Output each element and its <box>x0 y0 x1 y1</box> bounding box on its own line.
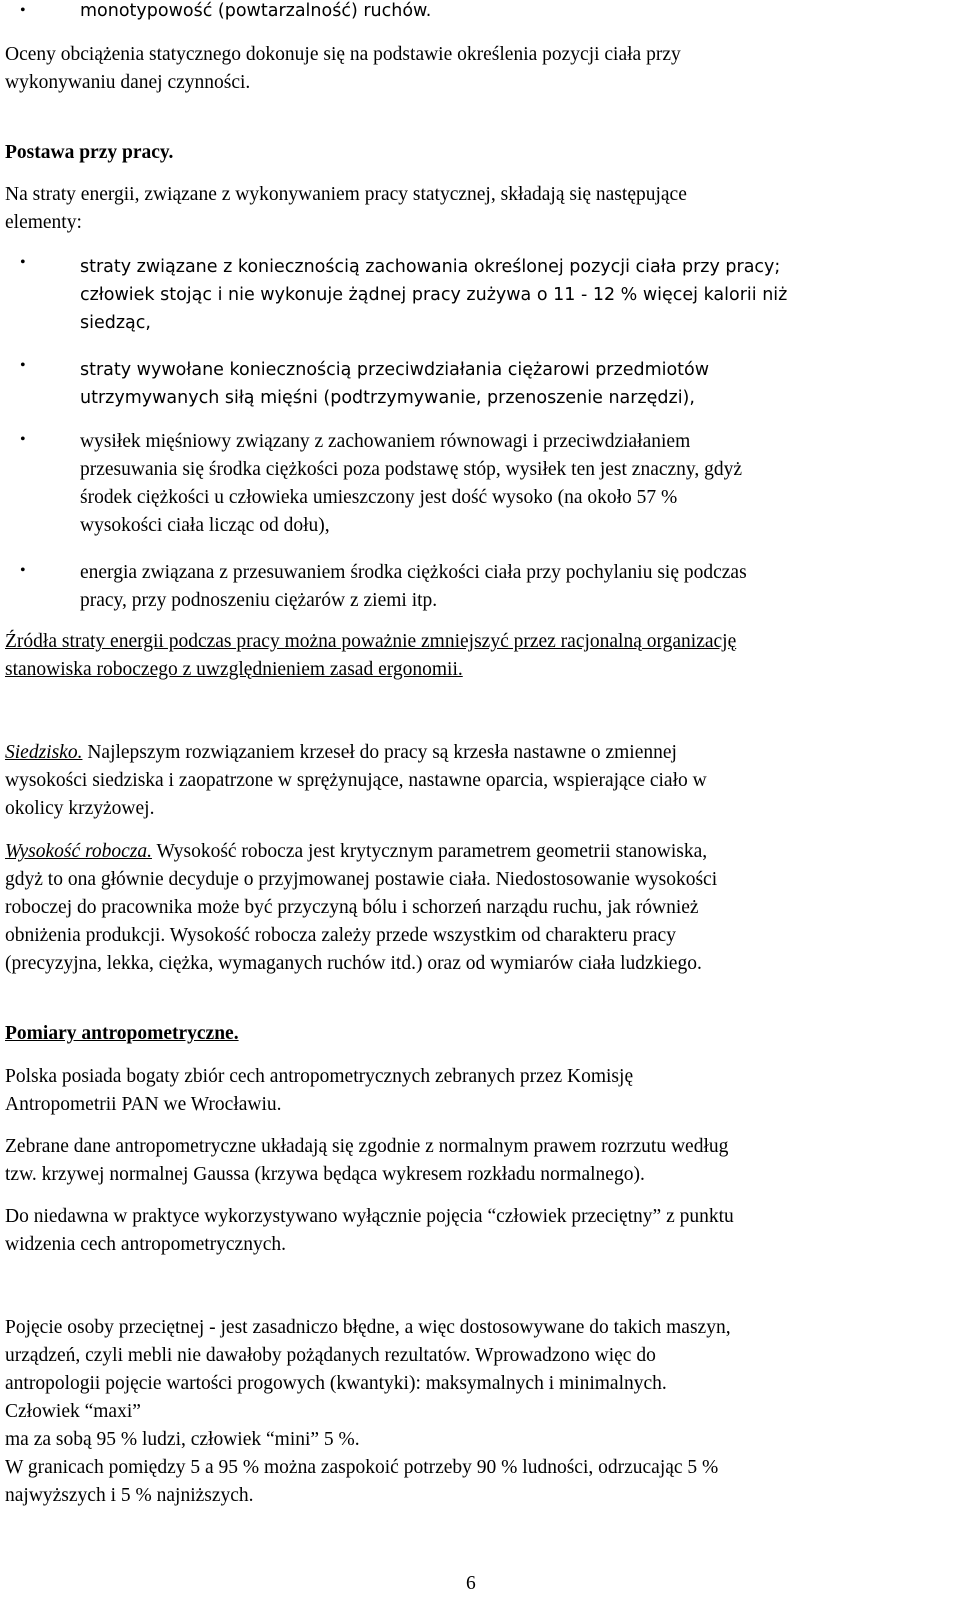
zrodla-line-1: Źródła straty energii podczas pracy można poważnie zmniejszyć przez racjonalną organizację <box>5 631 737 652</box>
straty-item-3-line-2: przesuwania się środka ciężkości poza podstawę stóp, wysiłek ten jest znaczny, gdyż <box>80 459 743 480</box>
pojecie-line-4: Człowiek “maxi” <box>5 1401 141 1422</box>
polska-line-2: Antropometrii PAN we Wrocławiu. <box>5 1094 282 1115</box>
heading-pomiary: Pomiary antropometryczne. <box>5 1023 239 1044</box>
pojecie-line-6: W granicach pomiędzy 5 a 95 % można zaspokoić potrzeby 90 % ludności, odrzucając 5 % <box>5 1457 719 1478</box>
straty-item-3-line-1: wysiłek mięśniowy związany z zachowaniem równowagi i przeciwdziałaniem <box>80 431 691 452</box>
polska-line-1: Polska posiada bogaty zbiór cech antropometrycznych zebranych przez Komisję <box>5 1066 634 1087</box>
bullet-marker: • <box>20 562 26 579</box>
intro-line-1: Oceny obciążenia statycznego dokonuje się na podstawie określenia pozycji ciała przy <box>5 44 681 65</box>
pojecie-line-5: ma za sobą 95 % ludzi, człowiek “mini” 5 %. <box>5 1429 360 1450</box>
straty-item-3-line-4: wysokości ciała licząc od dołu), <box>80 515 330 536</box>
niedawna-line-1: Do niedawna w praktyce wykorzystywano wyłącznie pojęcia “człowiek przeciętny” z punktu <box>5 1206 734 1227</box>
straty-item-1-line-2: człowiek stojąc i nie wykonuje żądnej pracy zużywa o 11 - 12 % więcej kalorii niż <box>80 285 788 305</box>
zebrane-line-1: Zebrane dane antropometryczne układają się zgodnie z normalnym prawem rozrzutu według <box>5 1136 729 1157</box>
wysokosc-text: Wysokość robocza jest krytycznym parametrem geometrii stanowiska, <box>151 841 708 862</box>
bullet-marker: • <box>20 2 26 19</box>
siedzisko-line-1 <box>5 739 677 767</box>
wysokosc-line-1 <box>5 838 707 866</box>
wysokosc-line-4: obniżenia produkcji. Wysokość robocza zależy przede wszystkim od charakteru pracy <box>5 925 676 946</box>
wysokosc-line-3: roboczej do pracownika może być przyczyną bólu i schorzeń narządu ruchu, jak również <box>5 897 699 918</box>
zebrane-line-2: tzw. krzywej normalnej Gaussa (krzywa będąca wykresem rozkładu normalnego). <box>5 1164 645 1185</box>
straty-item-2-line-1: straty wywołane koniecznością przeciwdziałania ciężarowi przedmiotów <box>80 360 710 380</box>
wysokosc-line-5: (precyzyjna, lekka, ciężka, wymaganych ruchów itd.) oraz od wymiarów ciała ludzkiego. <box>5 953 702 974</box>
pojecie-line-7: najwyższych i 5 % najniższych. <box>5 1485 254 1506</box>
heading-postawa: Postawa przy pracy. <box>5 142 174 163</box>
pojecie-line-1: Pojęcie osoby przeciętnej - jest zasadniczo błędne, a więc dostosowywane do takich maszyn, <box>5 1317 731 1338</box>
wysokosc-line-2: gdyż to ona głównie decyduje o przyjmowanej postawie ciała. Niedostosowanie wysokości <box>5 869 718 890</box>
top-bullet-text: monotypowość (powtarzalność) ruchów. <box>80 1 432 21</box>
straty-item-4-line-2: pracy, przy podnoszeniu ciężarów z ziemi itp. <box>80 590 438 611</box>
siedzisko-term: Siedzisko. <box>5 742 83 763</box>
straty-item-2-line-2: utrzymywanych siłą mięśni (podtrzymywanie, przenoszenie narzędzi), <box>80 388 695 408</box>
siedzisko-line-2: wysokości siedziska i zaopatrzone w sprężynujące, nastawne oparcia, wspierające ciało w <box>5 770 707 791</box>
zrodla-line-2: stanowiska roboczego z uwzględnieniem zasad ergonomii. <box>5 659 463 680</box>
straty-item-3-line-3: środek ciężkości u człowieka umieszczony jest dość wysoko (na około 57 % <box>80 487 678 508</box>
pojecie-line-3: antropologii pojęcie wartości progowych (kwantyki): maksymalnych i minimalnych. <box>5 1373 667 1394</box>
straty-intro-line-2: elementy: <box>5 212 82 233</box>
bullet-marker: • <box>20 254 26 271</box>
wysokosc-term: Wysokość robocza. <box>5 841 152 862</box>
straty-item-4-line-1: energia związana z przesuwaniem środka ciężkości ciała przy pochylaniu się podczas <box>80 562 747 583</box>
siedzisko-text: Najlepszym rozwiązaniem krzeseł do pracy są krzesła nastawne o zmiennej <box>82 742 677 763</box>
bullet-marker: • <box>20 431 26 448</box>
pojecie-line-2: urządzeń, czyli mebli nie dawałoby pożądanych rezultatów. Wprowadzono więc do <box>5 1345 656 1366</box>
straty-item-1-line-3: siedząc, <box>80 313 151 333</box>
bullet-marker: • <box>20 357 26 374</box>
niedawna-line-2: widzenia cech antropometrycznych. <box>5 1234 286 1255</box>
page-number: 6 <box>466 1573 476 1594</box>
intro-line-2: wykonywaniu danej czynności. <box>5 72 251 93</box>
straty-intro-line-1: Na straty energii, związane z wykonywaniem pracy statycznej, składają się następujące <box>5 184 687 205</box>
straty-item-1-line-1: straty związane z koniecznością zachowania określonej pozycji ciała przy pracy; <box>80 257 781 277</box>
siedzisko-line-3: okolicy krzyżowej. <box>5 798 155 819</box>
